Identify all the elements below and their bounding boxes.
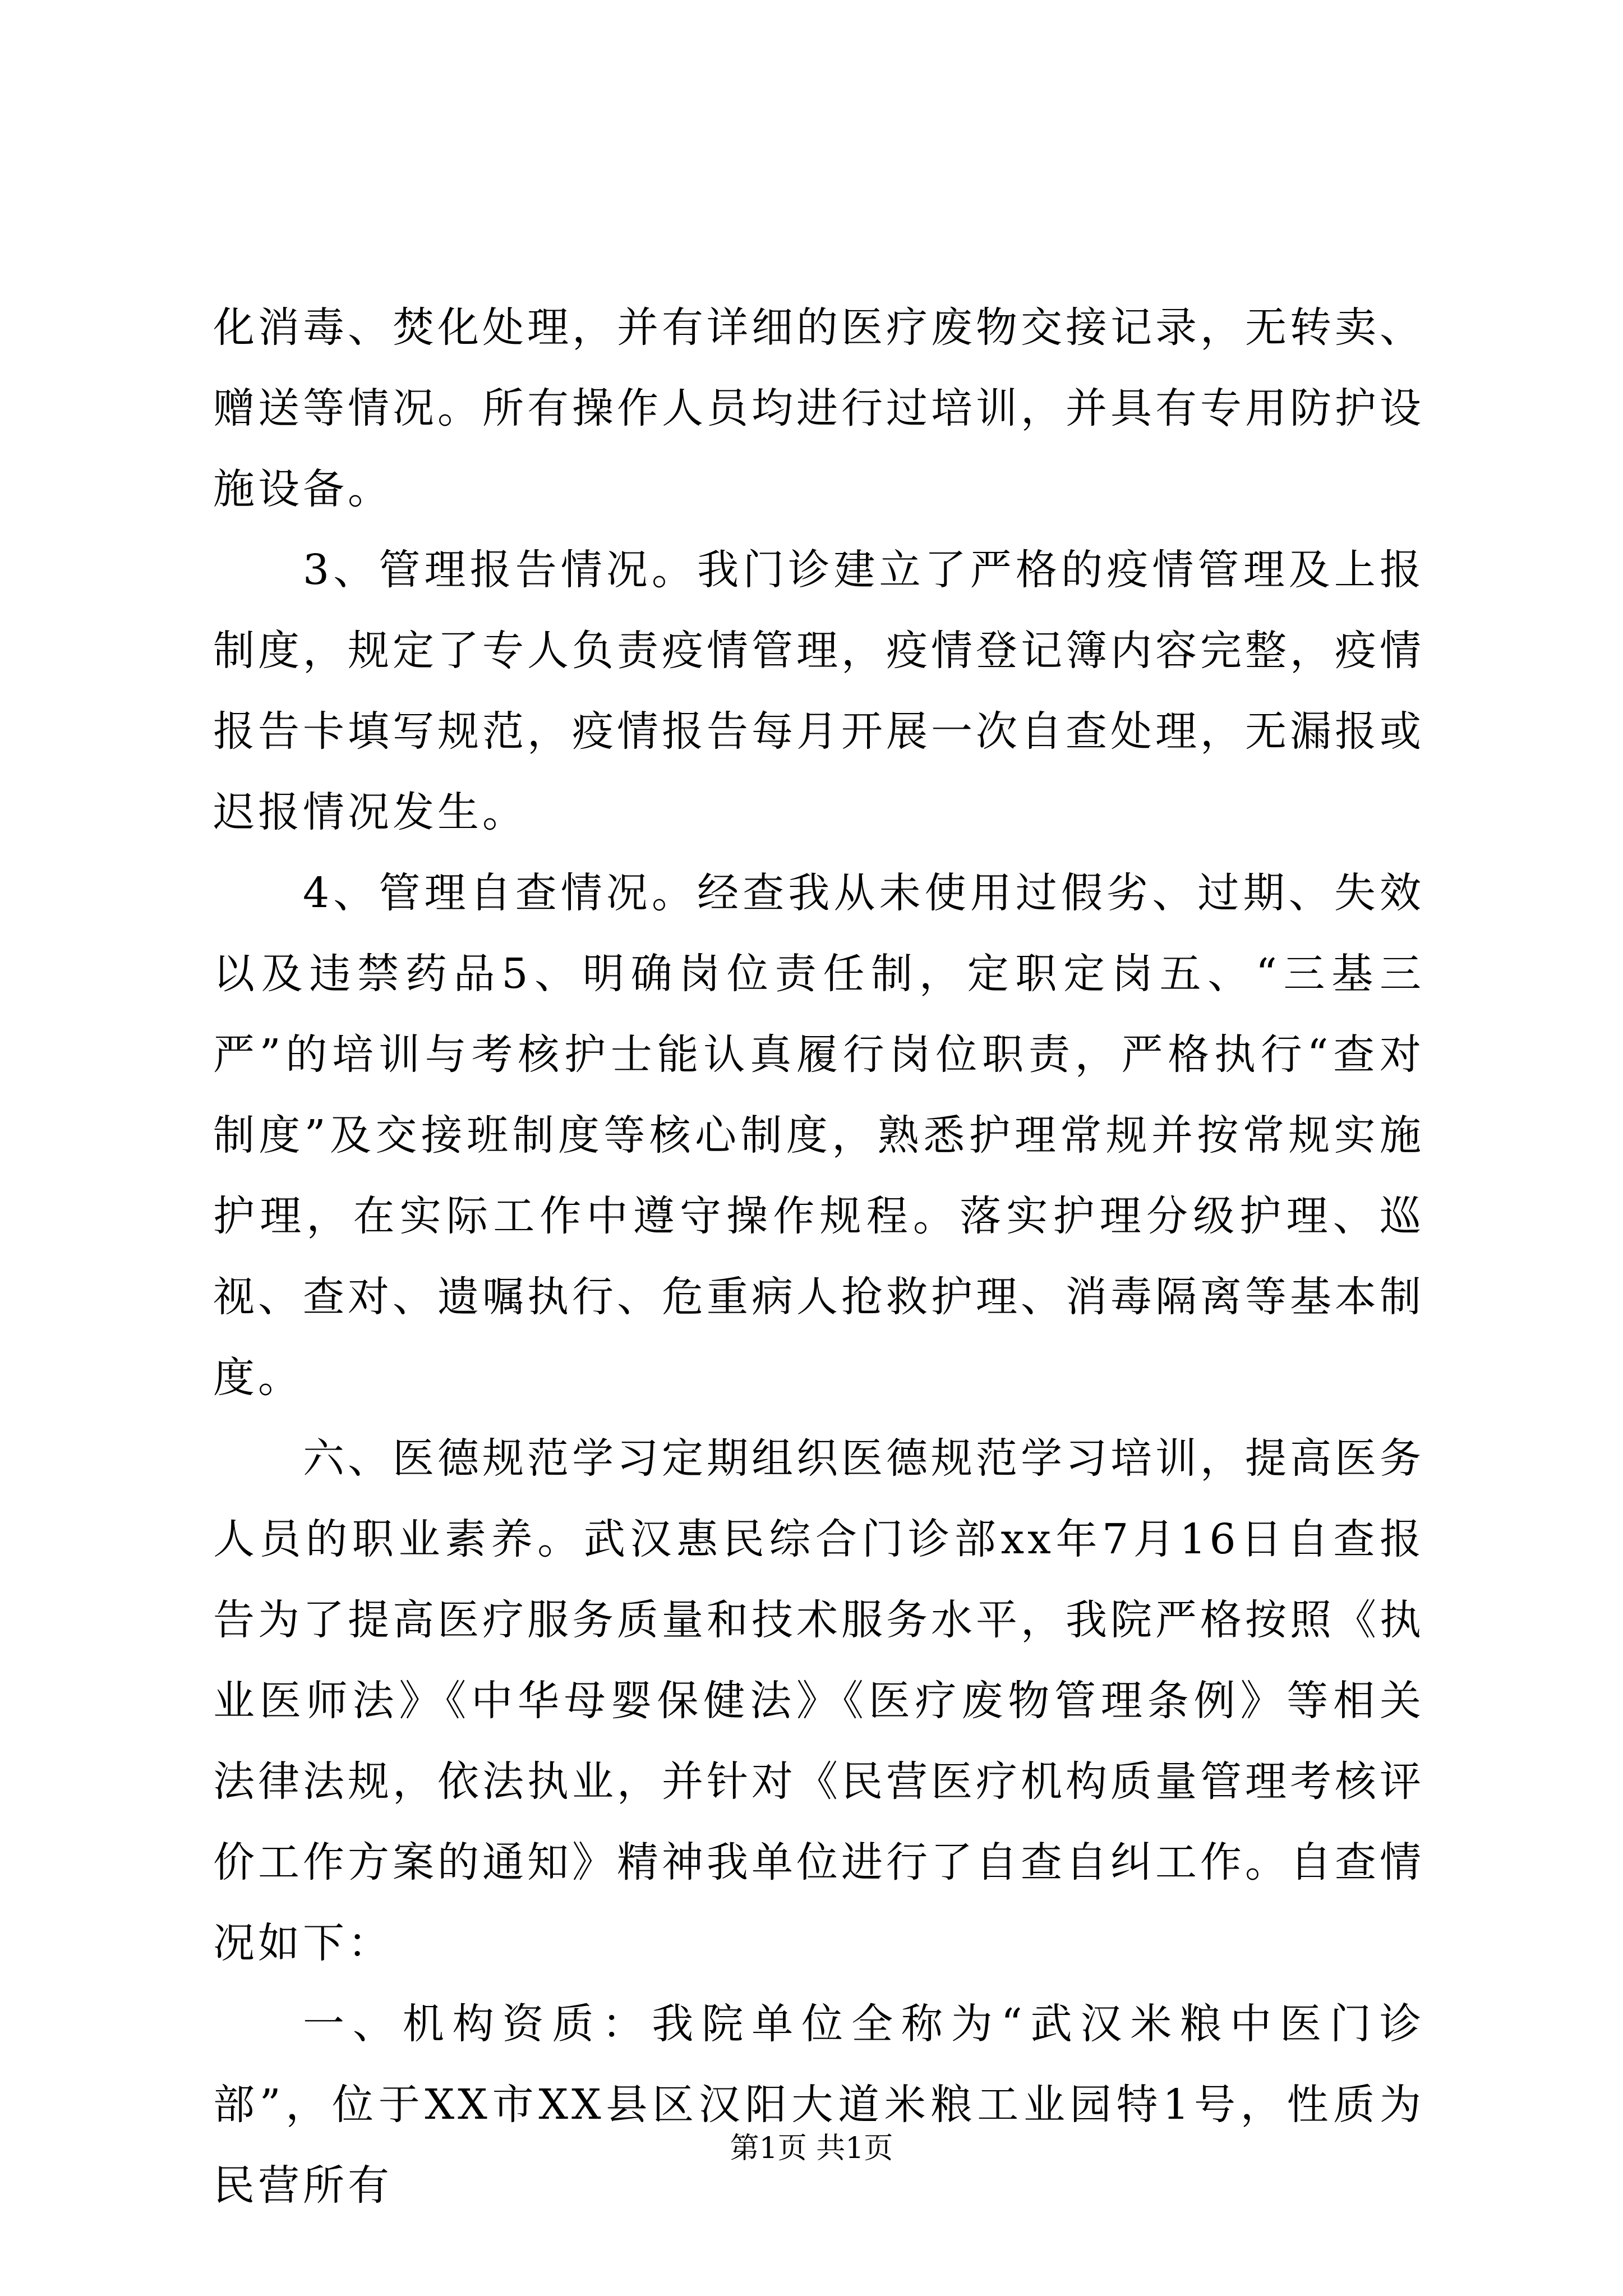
document-body [213,287,1424,2226]
paragraph-institution-qualification: 一、机构资质：我院单位全称为“武汉米粮中医门诊部”，位于XX市XX县区汉阳大道米粮工业园特1号，性质为民营所有 [213,2000,1424,2210]
paragraph-continuation: 化消毒、焚化处理，并有详细的医疗废物交接记录，无转卖、赠送等情况。所有操作人员均进行过培训，并具有专用防护设施设备。 [213,303,1424,513]
paragraph-self-inspection: 4、管理自查情况。经查我从未使用过假劣、过期、失效以及违禁药品5、明确岗位责任制，定职定岗五、“三基三严”的培训与考核护士能认真履行岗位职责，严格执行“查对制度”及交接班制度等核心制度，熟悉护理常规并按常规实施护理，在实际工作中遵守操作规程。落实护理分级护理、巡视、查对、遗嘱执行、危重病人抢救护理、消毒隔离等基本制度。 [213,869,1424,1402]
page-footer: 第1页 共1页 [730,2132,893,2165]
paragraph-medical-ethics: 六、医德规范学习定期组织医德规范学习培训，提高医务人员的职业素养。武汉惠民综合门诊部xx年7月16日自查报告为了提高医疗服务质量和技术服务水平，我院严格按照《执业医师法》《中华母婴保健法》《医疗废物管理条例》等相关法律法规，依法执业，并针对《民营医疗机构质量管理考核评价工作方案的通知》精神我单位进行了自查自纠工作。自查情况如下： [213,1434,1424,1967]
paragraph-report-management: 3、管理报告情况。我门诊建立了严格的疫情管理及上报制度，规定了专人负责疫情管理，疫情登记簿内容完整，疫情报告卡填写规范，疫情报告每月开展一次自查处理，无漏报或迟报情况发生。 [213,546,1424,836]
